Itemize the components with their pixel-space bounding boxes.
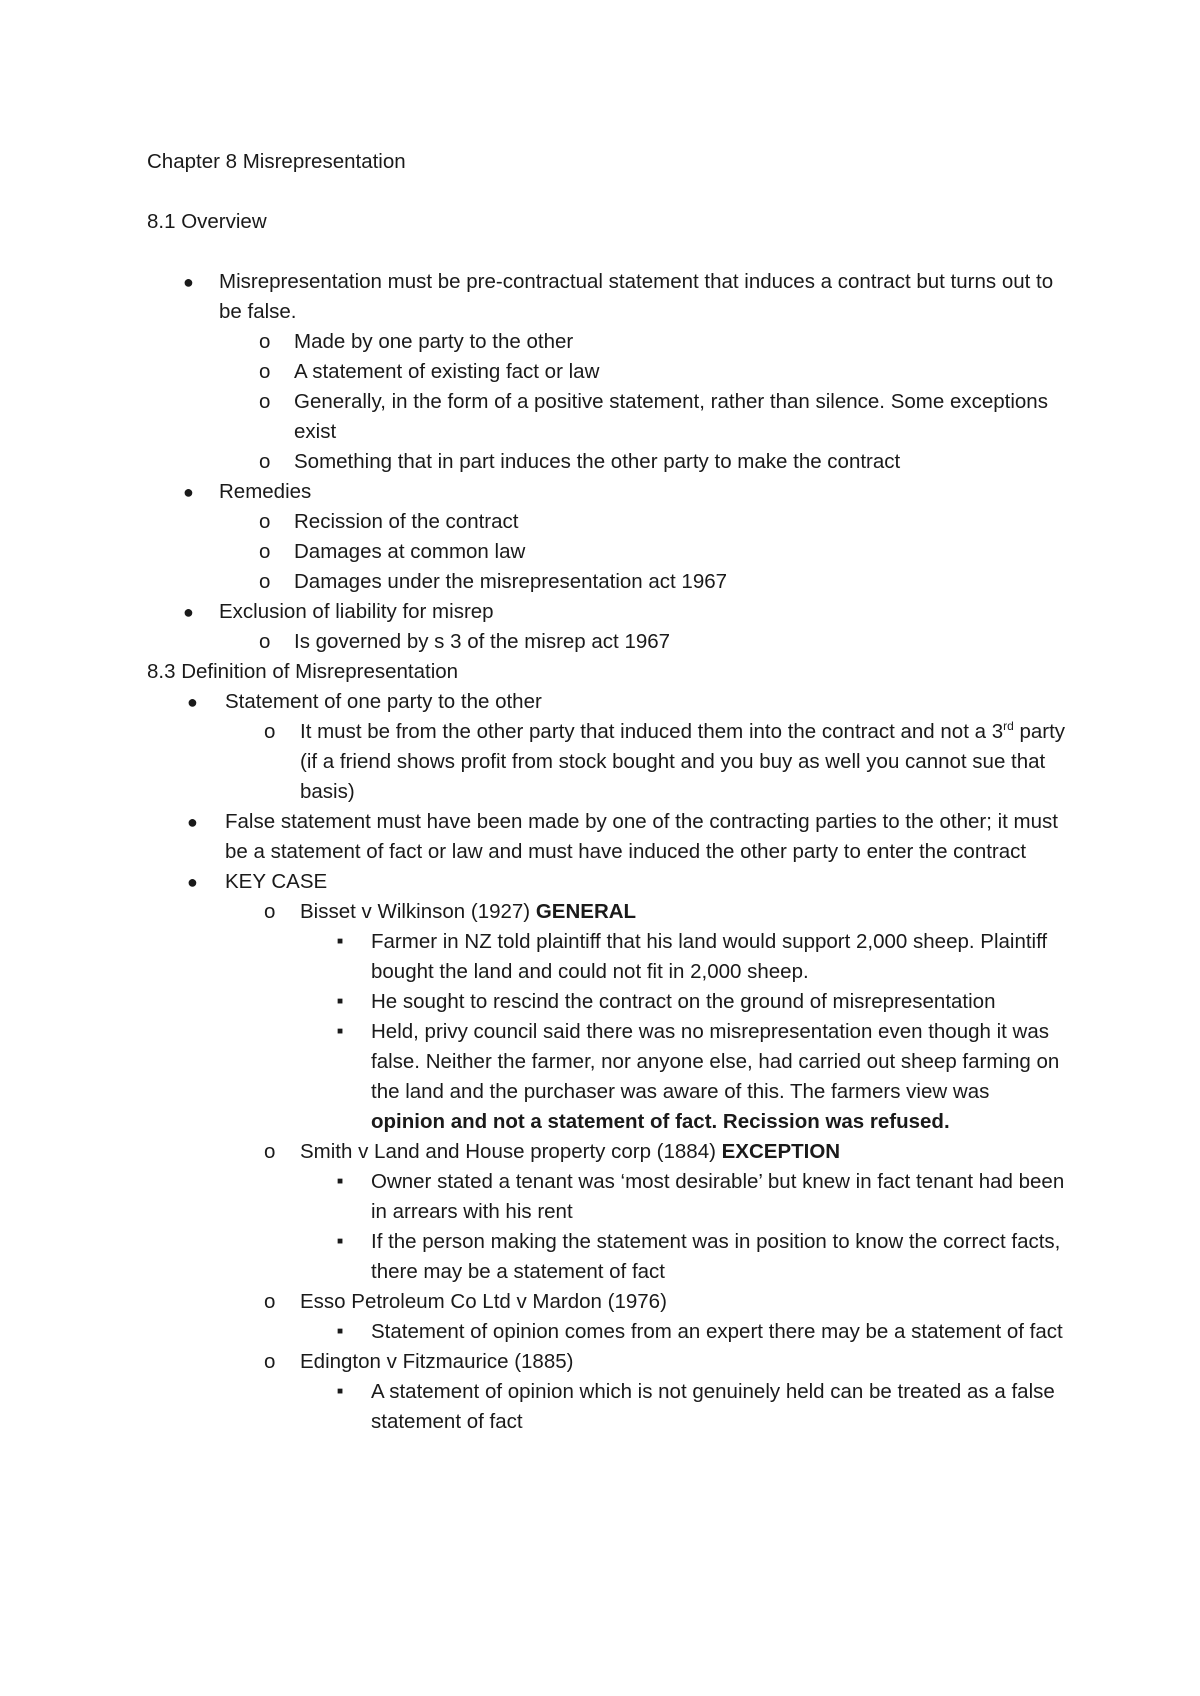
circle-marker: o — [259, 330, 271, 353]
circle-marker: o — [259, 630, 271, 653]
bullet-marker: ● — [187, 692, 198, 712]
sub-list-item: o Damages under the misrepresentation act 1967 — [147, 567, 1067, 597]
case-point: ■ A statement of opinion which is not genuinely held can be treated as a false statement of fact — [147, 1377, 1067, 1437]
circle-marker: o — [264, 1140, 276, 1163]
square-marker: ■ — [337, 1026, 344, 1037]
case-point: ■ If the person making the statement was in position to know the correct facts, there may be a statement of fact — [147, 1227, 1067, 1287]
case-point: ■ Statement of opinion comes from an expert there may be a statement of fact — [147, 1317, 1067, 1347]
circle-marker: o — [264, 900, 276, 923]
list-item: ● Misrepresentation must be pre-contractual statement that induces a contract but turns out to be false. — [147, 267, 1067, 327]
sub-list-item: o Made by one party to the other — [147, 327, 1067, 357]
sub-list-item: o Is governed by s 3 of the misrep act 1967 — [147, 627, 1067, 657]
case-point: ■ Held, privy council said there was no misrepresentation even though it was false. Neither the farmer, nor anyone else, had carried out sheep farming on the land and the purchaser was aware of this. The farmers view was opinion and not a statement of fact. Recission was refused. — [147, 1017, 1067, 1137]
list-item: ● False statement must have been made by one of the contracting parties to the other; it must be a statement of fact or law and must have induced the other party to enter the contract — [147, 807, 1067, 867]
square-marker: ■ — [337, 1326, 344, 1337]
overview-heading: 8.1 Overview — [147, 210, 267, 233]
square-marker: ■ — [337, 1176, 344, 1187]
list-item: ● Remedies — [147, 477, 1067, 507]
list-item: ● Exclusion of liability for misrep — [147, 597, 1067, 627]
case-tag: GENERAL — [535, 900, 637, 923]
square-marker: ■ — [337, 1386, 344, 1397]
list-item: ● Statement of one party to the other — [147, 687, 1067, 717]
overview-list — [147, 267, 1067, 657]
definition-heading: 8.3 Definition of Misrepresentation — [147, 660, 459, 683]
bullet-marker: ● — [183, 272, 194, 292]
bullet-marker: ● — [187, 812, 198, 832]
circle-marker: o — [259, 450, 271, 473]
circle-marker: o — [259, 510, 271, 533]
sub-list-item: o Damages at common law — [147, 537, 1067, 567]
square-marker: ■ — [337, 1236, 344, 1247]
case-point: ■ He sought to rescind the contract on the ground of misrepresentation — [147, 987, 1067, 1017]
bullet-marker: ● — [183, 602, 194, 622]
case-tag: EXCEPTION — [721, 1140, 841, 1163]
circle-marker: o — [259, 540, 271, 563]
square-marker: ■ — [337, 996, 344, 1007]
circle-marker: o — [259, 360, 271, 383]
document-body — [147, 147, 1067, 1437]
case-item: o Bisset v Wilkinson (1927) GENERAL — [147, 897, 1067, 927]
chapter-title: Chapter 8 Misrepresentation — [147, 150, 406, 173]
bullet-marker: ● — [187, 872, 198, 892]
case-item: o Edington v Fitzmaurice (1885) — [147, 1347, 1067, 1377]
circle-marker: o — [264, 1290, 276, 1313]
circle-marker: o — [259, 570, 271, 593]
circle-marker: o — [259, 390, 271, 413]
list-item: ● KEY CASE — [147, 867, 1067, 897]
case-item: o Smith v Land and House property corp (1884) EXCEPTION — [147, 1137, 1067, 1167]
sub-list-item: o A statement of existing fact or law — [147, 357, 1067, 387]
circle-marker: o — [264, 1350, 276, 1373]
bullet-marker: ● — [183, 482, 194, 502]
case-point: ■ Farmer in NZ told plaintiff that his land would support 2,000 sheep. Plaintiff bought the land and could not fit in 2,000 sheep. — [147, 927, 1067, 987]
sub-list-item: o Something that in part induces the other party to make the contract — [147, 447, 1067, 477]
case-item: o Esso Petroleum Co Ltd v Mardon (1976) — [147, 1287, 1067, 1317]
sub-list-item: o It must be from the other party that induced them into the contract and not a 3rd party (if a friend shows profit from stock bought and you buy as well you cannot sue that basis) — [147, 717, 1067, 807]
square-marker: ■ — [337, 936, 344, 947]
sub-list-item: o Generally, in the form of a positive statement, rather than silence. Some exceptions exist — [147, 387, 1067, 447]
circle-marker: o — [264, 720, 276, 743]
definition-list — [147, 687, 1067, 1437]
sub-list-item: o Recission of the contract — [147, 507, 1067, 537]
case-point: ■ Owner stated a tenant was ‘most desirable’ but knew in fact tenant had been in arrears with his rent — [147, 1167, 1067, 1227]
